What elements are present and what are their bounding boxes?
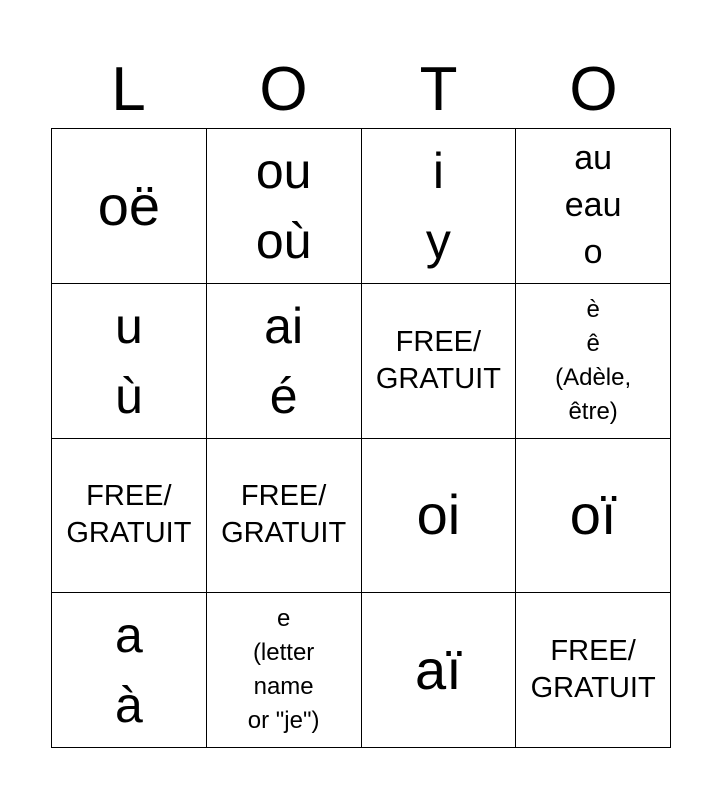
cell-text-line: è: [586, 295, 600, 323]
cell-text-line: or "je"): [247, 707, 320, 735]
cell-text-line: être): [568, 397, 618, 425]
cell-text-line: ê: [586, 329, 600, 357]
bingo-cell[interactable]: [207, 284, 362, 439]
cell-text-line: GRATUIT: [530, 672, 656, 705]
header-letter: T: [419, 55, 458, 124]
cell-text-line: oï: [569, 483, 617, 547]
cell-text-line: aï: [415, 638, 462, 702]
bingo-cell[interactable]: [52, 439, 207, 594]
cell-text-line: u: [114, 297, 143, 354]
cell-text-line: y: [425, 212, 451, 269]
cell-text-line: a: [114, 607, 143, 664]
cell-text-line: GRATUIT: [221, 517, 347, 550]
bingo-cell[interactable]: [207, 129, 362, 284]
cell-text-line: où: [255, 212, 312, 269]
bingo-cell[interactable]: [362, 439, 517, 594]
cell-text-line: ù: [114, 367, 143, 424]
bingo-cell[interactable]: [362, 284, 517, 439]
bingo-cell[interactable]: [207, 593, 362, 748]
cell-text-line: FREE/: [240, 480, 327, 513]
bingo-cell[interactable]: [52, 284, 207, 439]
cell-text-line: e: [276, 605, 291, 633]
bingo-cell[interactable]: [52, 593, 207, 748]
cell-text-line: o: [583, 233, 603, 272]
bingo-cell[interactable]: [516, 593, 671, 748]
bingo-cell[interactable]: [516, 439, 671, 594]
cell-text-line: oi: [416, 483, 461, 547]
cell-text-line: à: [114, 677, 143, 734]
cell-text-line: au: [574, 139, 613, 178]
cell-text-line: FREE/: [550, 635, 636, 668]
cell-text-line: i: [432, 142, 444, 199]
cell-text-line: GRATUIT: [375, 362, 501, 395]
bingo-cell[interactable]: [52, 129, 207, 284]
bingo-header: [51, 52, 671, 128]
cell-text-line: ai: [264, 297, 304, 354]
bingo-cell[interactable]: [362, 593, 517, 748]
cell-text-line: oë: [97, 173, 161, 237]
bingo-cell[interactable]: [516, 284, 671, 439]
header-letter: L: [111, 55, 146, 124]
bingo-cell[interactable]: [362, 129, 517, 284]
cell-text-line: (Adèle,: [555, 363, 632, 391]
bingo-cell[interactable]: [207, 439, 362, 594]
cell-text-line: (letter: [252, 639, 315, 667]
header-letter: O: [569, 55, 618, 124]
header-letter: O: [259, 55, 308, 124]
cell-text-line: GRATUIT: [66, 517, 192, 550]
cell-text-line: ou: [255, 142, 312, 199]
bingo-card-grid: [51, 128, 671, 748]
cell-text-line: é: [269, 367, 298, 424]
cell-text-line: FREE/: [395, 325, 482, 358]
cell-text-line: FREE/: [86, 480, 172, 513]
cell-text-line: name: [253, 673, 314, 701]
cell-text-line: eau: [564, 186, 622, 225]
bingo-cell[interactable]: [516, 129, 671, 284]
